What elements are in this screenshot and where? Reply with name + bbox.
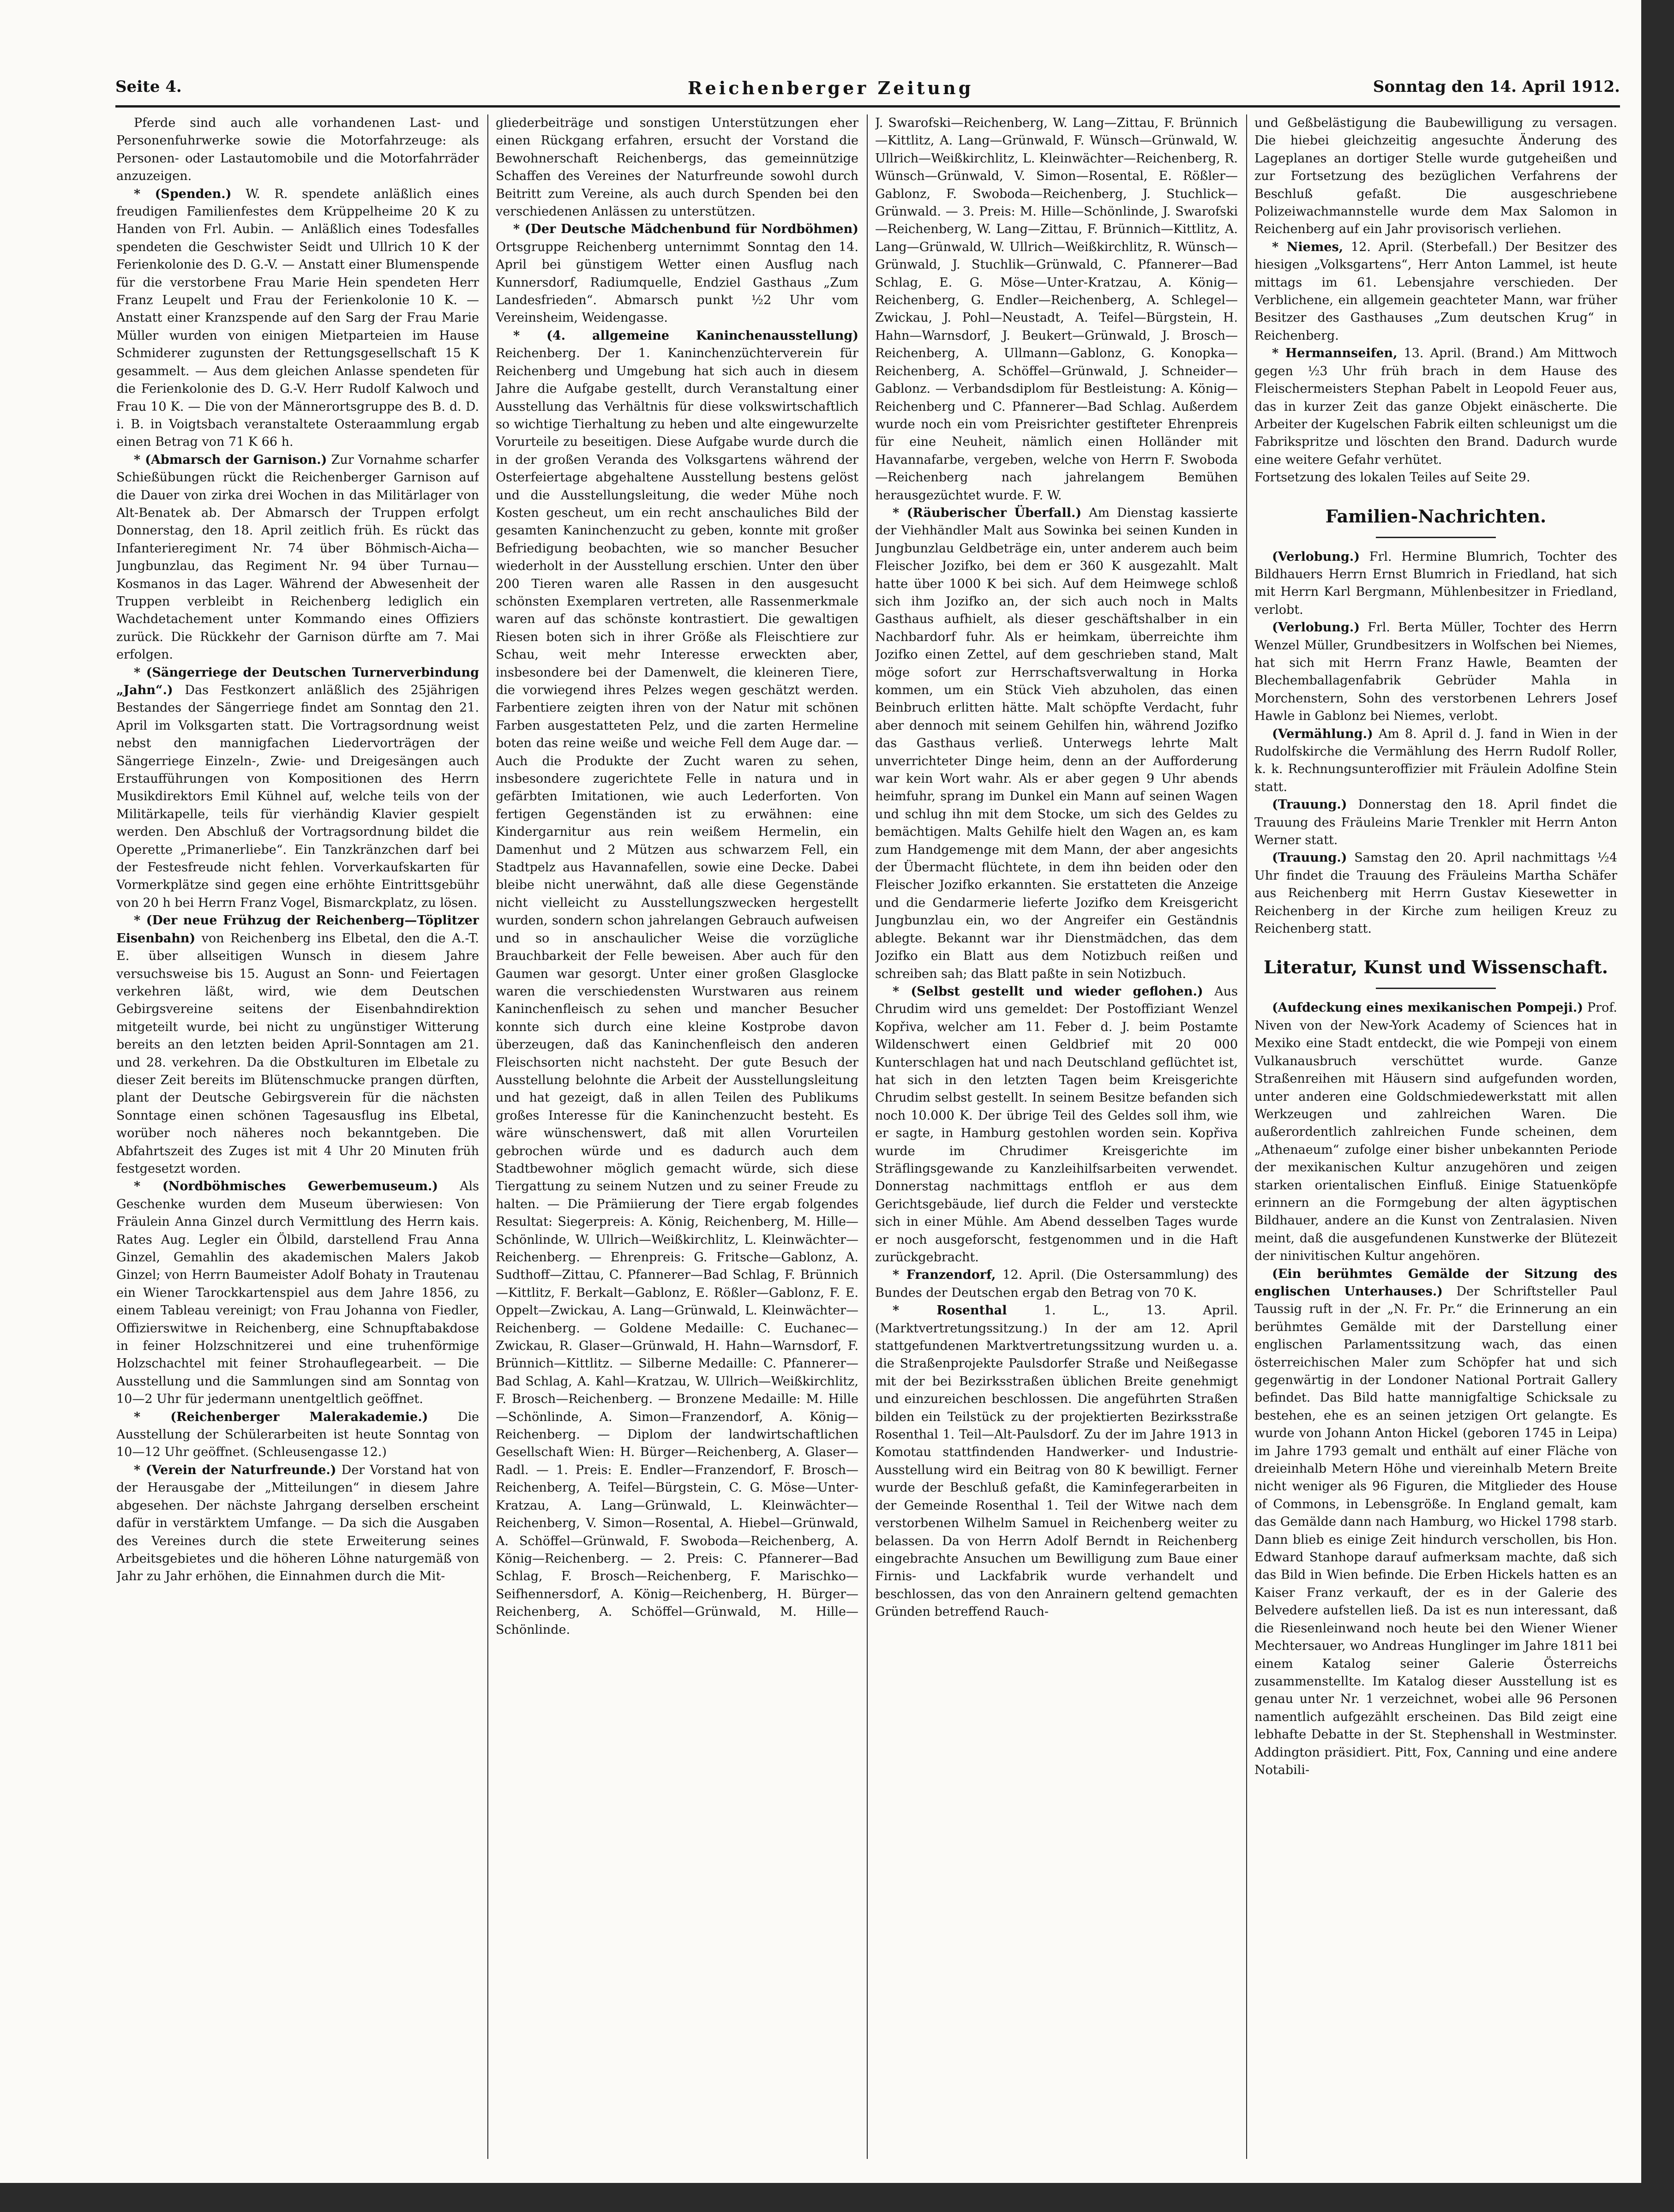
article-paragraph [1254,114,1617,239]
scan-border-right [1641,0,1674,2212]
page-header [115,73,1620,102]
scan-border-bottom [0,2183,1674,2212]
article-heading: (Ein berühmtes Gemälde der Sitzung des englischen Unterhauses.) [1254,1266,1617,1299]
article-heading: * Franzendorf, [893,1268,996,1283]
article-paragraph [116,1462,479,1586]
article-paragraph [116,451,479,664]
newspaper-name: Reichenberger Zeitung [688,78,974,98]
article-text: Ortsgruppe Reichenberg unternimmt Sonntag den 14. April bei günstigem Wetter einen Ausflug nach Kunnersdorf, Radiumquelle, Endziel Gasthaus „Zum Landesfrieden“. Abmarsch punkt ½2 Uhr vom Vereinsheim, Weidengasse. [496,240,858,325]
article-text: von Reichenberg ins Elbetal, den die A.-T. E. über allseitigen Wunsch in diesem Jahre versuchsweise bis 15. August an Sonn- und Feiertagen verkehren läßt, wird, wie dem Deutschen Gebirgsvereine seitens der Eisenbahndirektion mitgeteilt wurde, bei nicht zu ungünstiger Witterung bereits an den letzten beiden April-Sonntagen am 21. und 28. verkehren. Da die Obstkulturen im Elbetale zu dieser Zeit bereits im Blütenschmucke prangen dürften, plant der Deutsche Gebirgsverein für die nächsten Sonntage einen schönen Tagesausflug ins Elbetal, worüber noch näheres noch bekanntgeben. Die Abfahrtszeit des Zuges ist mit 4 Uhr 20 Minuten früh festgesetzt worden. [116,931,479,1176]
article-text: 13. April. (Brand.) Am Mittwoch gegen ½3 Uhr früh brach in dem Hause des Fleischermeisters Stephan Pabelt in Leopold Feuer aus, das in kurzer Zeit das ganze Objekt einäscherte. Die Arbeiter der Kugelschen Fabrik eilten schleunigst um die Fabrikspritze und löschten den Brand. Dadurch wurde eine weitere Gefahr verhütet. [1254,346,1617,467]
article-paragraph [1254,1265,1617,1780]
column-divider [1246,114,1247,2159]
article-heading: (Verlobung.) [1272,620,1360,635]
article-text: W. R. spendete anläßlich eines freudigen Familienfestes dem Krüppelheime 20 K zu Handen von Frl. Aubin. — Anläßlich eines Todesfalles spendeten die Geschwister Seidt und Ullrich 10 K der Ferienkolonie des D. G.-V. — Anstatt einer Blumenspende für die verstorbene Frau Marie Hein spendeten Herr Franz Leupelt und Frau der Ferienkolonie 10 K. — Anstatt einer Kranzspende auf den Sarg der Frau Marie Müller wurden von einigen Mietparteien im Hause Schmiderer zugunsten der Rettungsgesellschaft 15 K gesammelt. — Aus dem gleichen Anlasse spendeten für die Ferienkolonie des D. G.-V. Herr Rudolf Kalwoch und Frau 10 K. — Die von der Männerortsgruppe des B. d. D. i. B. in Voigtsbach veranstaltete Osteraammlung ergab einen Betrag von 71 K 66 h. [116,186,479,450]
article-paragraph [875,114,1238,504]
section-heading: Literatur, Kunst und Wissenschaft. [1263,957,1608,978]
article-paragraph [1254,849,1617,938]
article-heading: * (Reichenberger Malerakademie.) [134,1409,428,1424]
article-heading: * (Spenden.) [134,186,232,201]
article-heading: * Rosenthal [893,1303,1007,1318]
article-text: Donnerstag den 18. April findet die Trauung des Fräuleins Marie Trenkler mit Herrn Anton Werner statt. [1254,797,1617,848]
article-text: Reichenberg. Der 1. Kaninchenzüchterverein für Reichenberg und Umgebung hat sich auch in diesem Jahre die Aufgabe gestellt, durch Veranstaltung einer Ausstellung das Verhältnis für diese volkswirtschaftlich so wichtige Tierhaltung zu heben und alte eingewurzelte Vorurteile zu beseitigen. Diese Aufgabe wurde durch die in der großen Veranda des Volksgartens während der Osterfeiertage abgehaltene Ausstellung bestens gelöst und die Ausstellungsleitung, die weder Mühe noch Kosten gescheut, um ein recht anschauliches Bild der gesamten Kaninchenzucht zu geben, konnte mit großer Befriedigung beobachten, wie so mancher Besucher wiederholt in der Ausstellung erschien. Unter den über 200 Tieren waren alle Rassen in den ausgesucht schönsten Exemplaren vertreten, alle Rassenmerkmale waren auf das schönste kontrastiert. Die gewaltigen Riesen boten sich in ihrer Größe als Fleischtiere zur Schau, weit mehr Interesse erweckten aber, insbesondere bei der Damenwelt, die kleineren Tiere, die vorwiegend ihres Pelzes wegen geschätzt werden. Farbentiere zeigten ihren von der Natur mit schönen Farben ausgestatteten Pelz, und die zarten Hermeline boten das reine weiße und weiche Fell dem Auge dar. — Auch die Produkte der Zucht waren zu sehen, insbesondere zugerichtete Felle in natura und in gefärbten Imitationen, wie auch Lederforten. Von fertigen Gegenständen ist zu erwähnen: eine Kindergarnitur aus rein weißem Hermelin, ein Damenhut und 2 Mützen aus schwarzem Fell, ein Stadtpelz aus Havannafellen, sowie eine Decke. Dabei bleibe nicht unerwähnt, daß alle diese Gegenstände nicht vielleicht zu Ausstellungszwecken hergestellt wurden, sondern schon jahrelangen Gebrauch aufweisen und so in anschaulicher Weise die vorzügliche Brauchbarkeit der Felle beweisen. Aber auch für den Gaumen war gesorgt. Unter einer großen Glasglocke waren die verschiedensten Wurstwaren aus reinem Kaninchenfleisch zu sehen und mancher Besucher konnte sich durch eine kleine Kostprobe davon überzeugen, daß das Kaninchenfleisch den anderen Fleischsorten nicht nachsteht. Der gute Besuch der Ausstellung belohnte die Arbeit der Ausstellungsleitung und hat gezeigt, daß in allen Teilen des Publikums großes Interesse für die Kaninchenzucht besteht. Es wäre wünschenswert, daß mit allen Vorurteilen gebrochen würde und es dadurch auch dem Stadtbewohner möglich gemacht würde, sich diese Tiergattung zu seinem Nutzen und zu seiner Freude zu halten. — Die Prämiierung der Tiere ergab folgendes Resultat: Siegerpreis: A. König, Reichenberg, M. Hille—Schönlinde, W. Ullrich—Weißkirchlitz, L. Kleinwächter—Reichenberg. — Ehrenpreis: G. Fritsche—Gablonz, A. Sudthoff—Zittau, C. Pfannerer—Bad Schlag, F. Brünnich—Kittlitz, F. Berkalt—Gablonz, E. Rößler—Gablonz, F. E. Oppelt—Zwickau, A. Lang—Grünwald, L. Kleinwächter—Reichenberg. — Goldene Medaille: C. Euchanec—Zwickau, R. Glaser—Grünwald, H. Hahn—Warnsdorf, F. Brünnich—Kittlitz. — Silberne Medaille: C. Pfannerer—Bad Schlag, A. Kahl—Kratzau, W. Ullrich—Weißkirchlitz, F. Brosch—Reichenberg. — Bronzene Medaille: M. Hille—Schönlinde, A. Simon—Franzendorf, A. König—Reichenberg. — Diplom der landwirtschaftlichen Gesellschaft Wien: H. Bürger—Reichenberg, A. Glaser—Radl. — 1. Preis: E. Endler—Franzendorf, F. Brosch—Reichenberg, A. Teifel—Bürgstein, C. G. Möse—Unter-Kratzau, A. Lang—Grünwald, L. Kleinwächter—Reichenberg, V. Simon—Rosental, A. Hiebel—Grünwald, A. Schöffel—Grünwald, F. Swoboda—Reichenberg, A. König—Reichenberg. — 2. Preis: C. Pfannerer—Bad Schlag, F. Brosch—Reichenberg, F. Marischko—Seifhennersdorf, A. König—Reichenberg, H. Bürger—Reichenberg, A. Schöffel—Grünwald, M. Hille—Schönlinde. [496,346,858,1637]
article-text: J. Swarofski—Reichenberg, W. Lang—Zittau, F. Brünnich—Kittlitz, A. Lang—Grünwald, F. Wünsch—Grünwald, W. Ullrich—Weißkirchlitz, L. Kleinwächter—Reichenberg, R. Wünsch—Grünwald, V. Simon—Rosental, E. Rößler—Gablonz, F. Swoboda—Reichenberg, J. Stuchlick—Grünwald. — 3. Preis: M. Hille—Schönlinde, J. Swarofski—Reichenberg, W. Lang—Zittau, F. Brünnich—Kittlitz, A. Lang—Grünwald, W. Ullrich—Weißkirchlitz, R. Wünsch—Grünwald, J. Stuchlik—Grünwald, C. Pfannerer—Bad Schlag, E. G. Möse—Unter-Kratzau, A. König—Reichenberg, G. Endler—Reichenberg, A. Schlegel—Zwickau, J. Pohl—Neustadt, A. Teifel—Bürgstein, H. Hahn—Warnsdorf, J. Beukert—Grünwald, J. Brosch—Reichenberg, A. Ullmann—Gablonz, G. Konopka—Reichenberg, A. Schöffel—Grünwald, J. Schneider—Gablonz. — Verbandsdiplom für Bestleistung: A. König—Reichenberg und C. Pfannerer—Bad Schlag. Außerdem wurde noch ein vom Preisrichter gestifteter Ehrenpreis für eine Neuheit, nämlich einen Holländer mit Havannafarbe, vergeben, welche von Herrn F. Swoboda—Reichenberg nach jahrelangem Bemühen herausgezüchtet wurde. F. W. [875,116,1238,503]
article-text: und Geßbelästigung die Baubewilligung zu versagen. Die hiebei gleichzeitig angesuchte Änderung des Lageplanes an dortiger Stelle wurde gutgeheißen und zur Fortsetzung des bezüglichen Verfahrens der Beschluß gefaßt. Die ausgeschriebene Polizeiwachmannstelle wurde dem Max Salomon in Reichenberg auf ein Jahr provisorisch verliehen. [1254,116,1617,237]
column-divider [487,114,488,2159]
article-paragraph [875,1302,1238,1621]
article-text: Am Dienstag kassierte der Viehhändler Malt aus Sowinka bei seinen Kunden in Jungbunzlau Geldbeträge ein, unter anderem auch beim Fleischer Jozifko, bei dem er 360 K ausgezahlt. Malt hatte über 1000 K bei sich. Auf dem Heimwege schloß sich ihm Jozifko an, der sich auch noch in Malts Gasthaus aufhielt, als dieser geschäftshalber in ein Nachbardorf fuhr. Als er heimkam, überreichte ihm Jozifko einen Zettel, auf dem geschrieben stand, Malt möge sofort zur Herrschaftsverwaltung in Horka kommen, um ein Stück Vieh abzuholen, das einen Beinbruch erlitten hätte. Malt schöpfte Verdacht, fuhr aber dennoch mit seinem Gehilfen hin, während Jozifko das Gasthaus verließ. Unterwegs lehrte Malt unverrichteter Dinge heim, denn an der Aufforderung war kein Wort wahr. Als er aber gegen 9 Uhr abends heimfuhr, sprang im Dunkel ein Mann auf seinen Wagen und schlug ihn mit dem Stocke, um sich des Geldes zu bemächtigen. Malts Gehilfe hielt den Wagen an, es kam zum Handgemenge mit dem Mann, der aber angesichts der Übermacht flüchtete, in dem ihn beiden oder den Fleischer Jozifko erkannten. Sie erstatteten die Anzeige und die Gendarmerie lieferte Jozifko dem Kreisgericht Jungbunzlau ein, wo der Angreifer ein Geständnis ablegte. Bekannt war ihr Dienstmädchen, das dem Jozifko ein Blatt aus dem Notizbuch reißen und schreiben sah; das Blatt paßte in sein Notizbuch. [875,505,1238,981]
issue-date: Sonntag den 14. April 1912. [1373,78,1620,96]
article-heading: * (Nordböhmisches Gewerbemuseum.) [134,1179,438,1194]
article-text: Prof. Niven von der New-York Academy of Sciences hat in Mexiko eine Stadt entdeckt, die wie Pompeji von einem Vulkanausbruch verschüttet wurde. Ganze Straßenreihen mit Häusern sind aufgefunden worden, unter anderen eine Goldschmiedewerkstatt mit allen Werkzeugen und zahlreichen Waren. Die außerordentlich zahlreichen Funde scheinen, dem „Athenaeum“ zufolge einer bisher unbekannten Periode der mexikanischen Kultur anzugehören und zeigen starken orientalischen Einfluß. Einige Statuenköpfe erinnern an die Formgebung der alten ägyptischen Bildhauer, andere an die Kunst von Zentralasien. Niven meint, daß die ausgefundenen Kunstwerke der Blütezeit der ninivitischen Kultur angehören. [1254,1001,1617,1264]
article-text: Der Schriftsteller Paul Taussig ruft in der „N. Fr. Pr.“ die Erinnerung an ein berühmtes Gemälde mit der Darstellung einer englischen Parlamentssitzung wach, das einen österreichischen Maler zum Schöpfer hat und sich gegenwärtig in der Londoner National Portrait Gallery befindet. Das Bild hatte mannigfaltige Schicksale zu bestehen, ehe es an seinen jetzigen Ort gelangte. Es wurde von Johann Anton Hickel (geboren 1745 in Leipa) im Jahre 1793 gemalt und enthält auf einer Fläche von dreieinhalb Metern Höhe und viereinhalb Metern Breite nicht weniger als 96 Figuren, die Mitglieder des House of Commons, in Lebensgröße. In England gemalt, kam das Gemälde dann nach Hamburg, wo Hickel 1798 starb. Dann blieb es einige Zeit hindurch verschollen, bis Hon. Edward Stanhope darauf aufmerksam machte, daß sich das Bild in Wien befinde. Die Erben Hickels hatten es an Kaiser Franz verkauft, der es in der Galerie des Belvedere aufstellen ließ. Da ist es nun interessant, daß die Riesenleinwand noch heute bei den Wiener Wiener Mechtersauer, wo Andreas Hunglinger im Jahre 1811 bei einem Katalog seiner Galerie Österreichs zusammenstellte. Im Katalog dieser Ausstellung ist es genau unter Nr. 1 verzeichnet, wobei alle 96 Personen namentlich aufgezählt erscheinen. Das Bild zeigt eine lebhafte Debatte in der St. Stephenshall in Westminster. Addington präsidiert. Pitt, Fox, Canning und eine andere Notabili- [1254,1284,1617,1777]
article-heading: * Hermannseifen, [1272,346,1398,361]
article-heading: * Niemes, [1272,240,1344,254]
article-heading: * (4. allgemeine Kaninchenausstellung) [513,328,858,343]
article-paragraph [1254,999,1617,1265]
article-text: Der Vorstand hat von der Herausgabe der „Mitteilungen“ in diesem Jahre abgesehen. Der nächste Jahrgang derselben erscheint dafür in verstärktem Umfange. — Da sich die Ausgaben des Vereines durch die stete Erweiterung seines Arbeitsgebietes und die höheren Löhne naturgemäß von Jahr zu Jahr erhöhen, die Einnahmen durch die Mit- [116,1463,479,1584]
article-paragraph [1254,725,1617,797]
article-text: Frl. Hermine Blumrich, Tochter des Bildhauers Herrn Ernst Blumrich in Friedland, hat sich mit Herrn Karl Bergmann, Mühlenbesitzer in Friedland, verlobt. [1254,549,1617,617]
article-text: Samstag den 20. April nachmittags ½4 Uhr findet die Trauung des Fräuleins Martha Schäfer aus Reichenberg mit Herrn Gustav Kiesewetter in Reichenberg in der Kirche zum heiligen Kreuz zu Reichenberg statt. [1254,851,1617,936]
article-text: 12. April. (Sterbefall.) Der Besitzer des hiesigen „Volksgartens“, Herr Anton Lammel, ist heute mittags im 61. Lebensjahre verschieden. Der Verblichene, ein allgemein geachteter Mann, war früher Besitzer des Gasthauses „Zum deutschen Krug“ in Reichenberg. [1254,240,1617,343]
column-3 [875,114,1238,2159]
article-text: Pferde sind auch alle vorhandenen Last- und Personenfuhrwerke sowie die Motorfahrzeuge: als Personen- oder Lastautomobile und die Motorfahrräder anzuzeigen. [116,116,479,184]
article-heading: * (Der neue Frühzug der Reichenberg—Töplitzer Eisenbahn) [116,913,479,946]
page-number: Seite 4. [115,78,182,96]
article-text: Als Geschenke wurden dem Museum überwiesen: Von Fräulein Anna Ginzel durch Vermittlung des Herrn kais. Rates Aug. Legler ein Ölbild, darstellend Frau Anna Ginzel, Gemahlin des akademischen Malers Jakob Ginzel; von Herrn Baumeister Adolf Bohaty in Trautenau ein Wiener Tarockkartenspiel aus dem Jahre 1856, zu einem Tableau vereinigt; von Frau Johanna von Fiedler, Offizierswitwe in Reichenberg, eine Schnupftabakdose in feiner Holzschnitzerei und eine truhenförmige Holzschachtel mit feiner Strohauflegearbeit. — Die Ausstellung und die Sammlungen sind am Sonntag von 10—2 Uhr für jedermann unentgeltlich geöffnet. [116,1179,479,1407]
article-paragraph [1254,619,1617,725]
column-4 [1254,114,1617,2159]
article-heading: (Verlobung.) [1272,549,1360,564]
article-paragraph [116,664,479,912]
article-paragraph [496,327,858,1639]
article-paragraph [1254,345,1617,469]
article-paragraph [496,221,858,327]
article-paragraph [1254,548,1617,619]
article-text: Das Festkonzert anläßlich des 25jährigen Bestandes der Sängerriege findet am Sonntag den 21. April im Volksgarten statt. Die Vortragsordnung weist nebst den mannigfachen Liedervorträgen der Sängerriege Einzeln-, Zwie- und Dreigesängen auch Erstaufführungen von Kompositionen des Herrn Musikdirektors Emil Kühnel auf, welche teils von der Militärkapelle, teils für vierhändig Klavier gespielt werden. Den Abschluß der Vortragsordnung bildet die Operette „Primanerliebe“. Ein Tanzkränzchen darf bei der Festesfreude nicht fehlen. Vorverkaufskarten für Vormerkplätze sind gegen eine erhöhte Eintrittsgebühr von 20 h bei Herrn Franz Vogel, Bismarckplatz, zu lösen. [116,683,479,910]
article-paragraph [116,186,479,451]
article-heading: (Aufdeckung eines mexikanischen Pompeji.) [1272,1001,1583,1015]
column-divider [867,114,868,2159]
article-heading: * (Der Deutsche Mädchenbund für Nordböhmen) [513,222,858,237]
article-heading: * (Selbst gestellt und wieder geflohen.) [893,984,1203,999]
column-1 [116,114,479,2159]
article-text: 1. L., 13. April. (Marktvertretungssitzung.) In der am 12. April stattgefundenen Marktvertretungssitzung wurden u. a. die Straßenprojekte Paulsdorfer Straße und Neißegasse mit der bei Bezirksstraßen üblichen Breite genehmigt und einzureichen beschlossen. Die angeführten Straßen bilden ein Teilstück zu der projektierten Bezirksstraße Rosenthal 1. Teil—Alt-Paulsdorf. Zu der im Jahre 1913 in Komotau stattfindenden Handwerker- und Industrie-Ausstellung wird ein Beitrag von 80 K bewilligt. Ferner wurde der Beschluß gefaßt, die Kaminfegerarbeiten in der Gemeinde Rosenthal 1. Teil der Witwe nach dem verstorbenen Wilhelm Samuel in Reichenberg weiter zu belassen. Da von Herrn Adolf Berndt in Reichenberg eingebrachte Ansuchen um Bewilligung zum Baue einer Firnis- und Lackfabrik wurde verhandelt und beschlossen, das von den Anrainern geltend gemachten Gründen betreffend Rauch- [875,1303,1238,1619]
article-paragraph [116,1178,479,1408]
article-text: gliederbeiträge und sonstigen Unterstützungen eher einen Rückgang erfahren, ersucht der Vorstand die Bewohnerschaft Reichenbergs, das gemeinnützige Schaffen des Vereines der Naturfreunde sowohl durch Beitritt zum Vereine, als auch durch Spenden bei den verschiedenen Anlässen zu unterstützen. [496,116,858,219]
section-rule [1376,537,1496,538]
article-paragraph [1254,469,1617,486]
column-2 [496,114,858,2159]
article-paragraph [875,1266,1238,1302]
article-heading: * (Sängerriege der Deutschen Turnerverbindung „Jahn“.) [116,665,479,697]
article-heading: * (Verein der Naturfreunde.) [134,1463,336,1477]
article-heading: (Trauung.) [1272,797,1347,812]
article-text: Frl. Berta Müller, Tochter des Herrn Wenzel Müller, Grundbesitzers in Wolfschen bei Niemes, hat sich mit Herrn Franz Hawle, Beamten der Blechemballagenfabrik Gebrüder Mahla in Morchenstern, Sohn des verstorbenen Lehrers Josef Hawle in Gablonz bei Niemes, verlobt. [1254,620,1617,724]
article-paragraph [116,1409,479,1462]
article-paragraph [1254,239,1617,345]
article-heading: (Vermählung.) [1272,726,1373,741]
article-paragraph [875,504,1238,983]
article-heading: * (Abmarsch der Garnison.) [134,452,327,467]
article-text: Aus Chrudim wird uns gemeldet: Der Postoffiziant Wenzel Kopřiva, welcher am 11. Feber d. J. beim Postamte Wildenschwert einen Geldbrief mit 20 000 Kunterschlagen hat und nach Deutschland geflüchtet ist, hat sich in den letzten Tagen beim Kreisgerichte Chrudim selbst gestellt. In seinem Besitze befanden sich noch 10.000 K. Der übrige Teil des Geldes soll ihm, wie er sagte, in Hamburg gestohlen worden sein. Kopřiva wurde im Chrudimer Kreisgerichte im Sträflingsgewande zu Kanzleihilfsarbeiten verwendet. Donnerstag nachmittags entfloh er aus dem Gerichtsgebäude, lief durch die Felder und versteckte sich in einer Mühle. Am Abend desselben Tages wurde er noch ausgeforscht, festgenommen und in die Haft zurückgebracht. [875,984,1238,1265]
section-heading: Familien-Nachrichten. [1325,505,1547,527]
section-rule [1376,988,1496,989]
article-text: Am 8. April d. J. fand in Wien in der Rudolfskirche die Vermählung des Herrn Rudolf Roller, k. k. Rechnungsunteroffizier mit Fräulein Adolfine Stein statt. [1254,726,1617,794]
article-paragraph [116,912,479,1178]
article-paragraph [1254,796,1617,849]
article-text: 12. April. (Die Ostersammlung) des Bundes der Deutschen ergab den Betrag von 70 K. [875,1268,1238,1300]
article-heading: * (Räuberischer Überfall.) [893,505,1082,520]
article-text: Zur Vornahme scharfer Schießübungen rückt die Reichenberger Garnison auf die Dauer von zirka drei Wochen in das Militärlager von Alt-Benatek ab. Der Abmarsch der Truppen erfolgt Donnerstag, den 18. April zeitlich früh. Es rückt das Infanterieregiment Nr. 74 über Böhmisch-Aicha—Jungbunzlau, das Regiment Nr. 94 über Turnau—Kosmanos in das Lager. Während der Abwesenheit der Truppen verbleibt in Reichenberg lediglich ein Wachdetachement unter Kommando eines Offiziers zurück. Die Rückkehr der Garnison dürfte am 7. Mai erfolgen. [116,452,479,662]
article-text: Die Ausstellung der Schülerarbeiten ist heute Sonntag von 10—12 Uhr geöffnet. (Schleusengasse 12.) [116,1409,479,1460]
header-rule [115,105,1620,108]
article-paragraph [116,114,479,186]
article-text: Fortsetzung des lokalen Teiles auf Seite 29. [1254,470,1530,485]
article-heading: (Trauung.) [1272,851,1347,865]
article-paragraph [875,983,1238,1267]
article-paragraph [496,114,858,221]
